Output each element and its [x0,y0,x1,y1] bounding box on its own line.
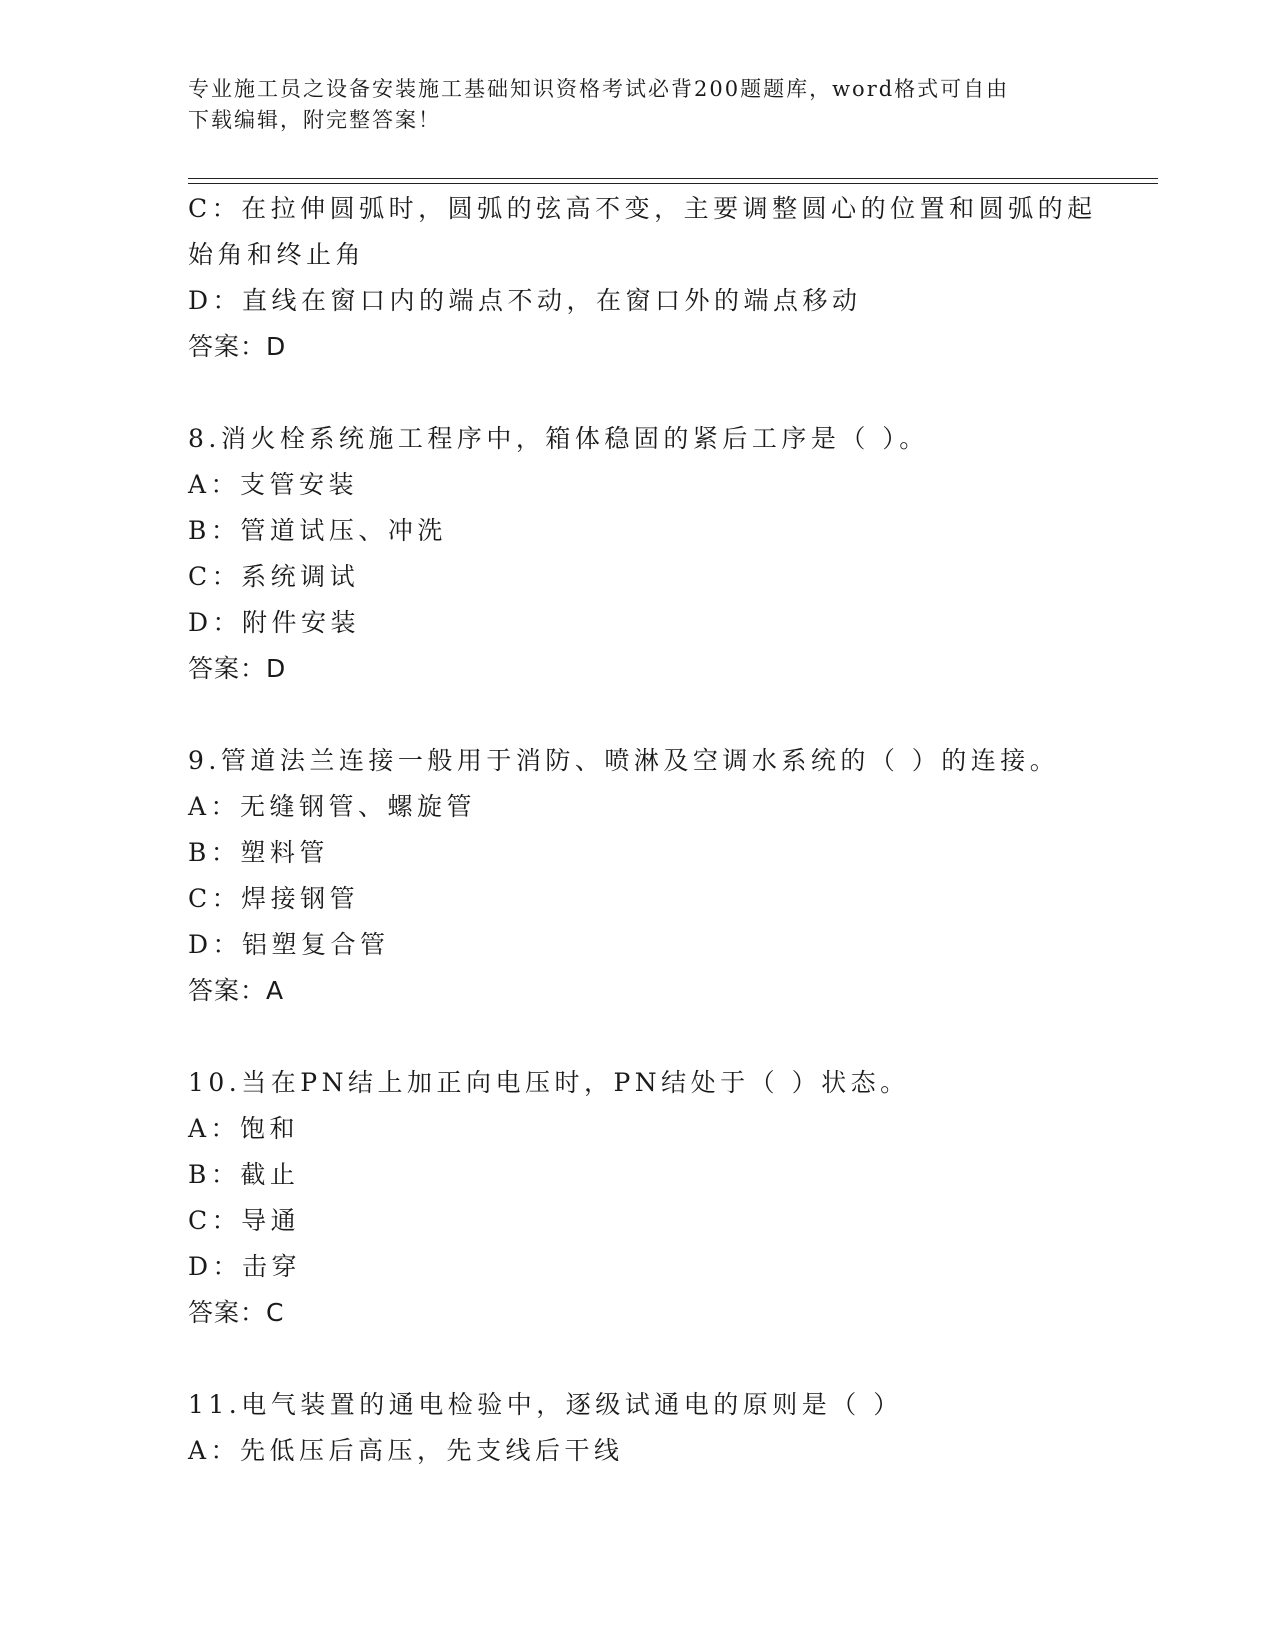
question-stem: 9.管道法兰连接一般用于消防、喷淋及空调水系统的（ ）的连接。 [188,746,1060,775]
option-a: A：支管安装 [188,470,359,499]
header-title-line-2: 下载编辑，附完整答案！ [188,108,441,132]
option-d: D：附件安装 [188,608,361,637]
option-c: C：系统调试 [188,562,360,591]
document-body [188,186,1097,1474]
option-a: A：先低压后高压，先支线后干线 [188,1436,624,1465]
option-d: D：直线在窗口内的端点不动，在窗口外的端点移动 [188,286,862,315]
question-11 [188,1382,1088,1474]
answer-line: 答案：D [188,332,287,361]
header-title-line-1: 专业施工员之设备安装施工基础知识资格考试必背200题题库，word格式可自由 [188,77,1010,101]
option-c-line-2: 始角和终止角 [188,240,366,269]
question-9 [188,738,1088,1014]
answer-line: 答案：A [188,976,285,1005]
option-b: B：截止 [188,1160,300,1189]
spacer [188,370,1088,416]
option-d: D：铝塑复合管 [188,930,390,959]
option-d: D：击穿 [188,1252,302,1281]
spacer [188,1014,1088,1060]
question-stem: 10.当在PN结上加正向电压时，PN结处于（ ）状态。 [188,1068,910,1097]
option-b: B：塑料管 [188,838,329,867]
answer-line: 答案：C [188,1298,285,1327]
question-7-continued [188,186,1097,370]
answer-line: 答案：D [188,654,287,683]
option-a: A：饱和 [188,1114,300,1143]
header-divider-bottom [188,183,1158,184]
spacer [188,1336,1088,1382]
spacer [188,692,1088,738]
document-header [188,74,1088,136]
option-c: C：导通 [188,1206,301,1235]
option-b: B：管道试压、冲洗 [188,516,447,545]
header-divider-top [188,178,1158,179]
option-a: A：无缝钢管、螺旋管 [188,792,477,821]
question-stem: 11.电气装置的通电检验中，逐级试通电的原则是（ ） [188,1390,903,1419]
option-c-line-1: C：在拉伸圆弧时，圆弧的弦高不变，主要调整圆心的位置和圆弧的起 [188,194,1097,223]
option-c: C：焊接钢管 [188,884,360,913]
question-10 [188,1060,1088,1336]
question-8 [188,416,1088,692]
question-stem: 8.消火栓系统施工程序中，箱体稳固的紧后工序是（ ）。 [188,424,929,453]
